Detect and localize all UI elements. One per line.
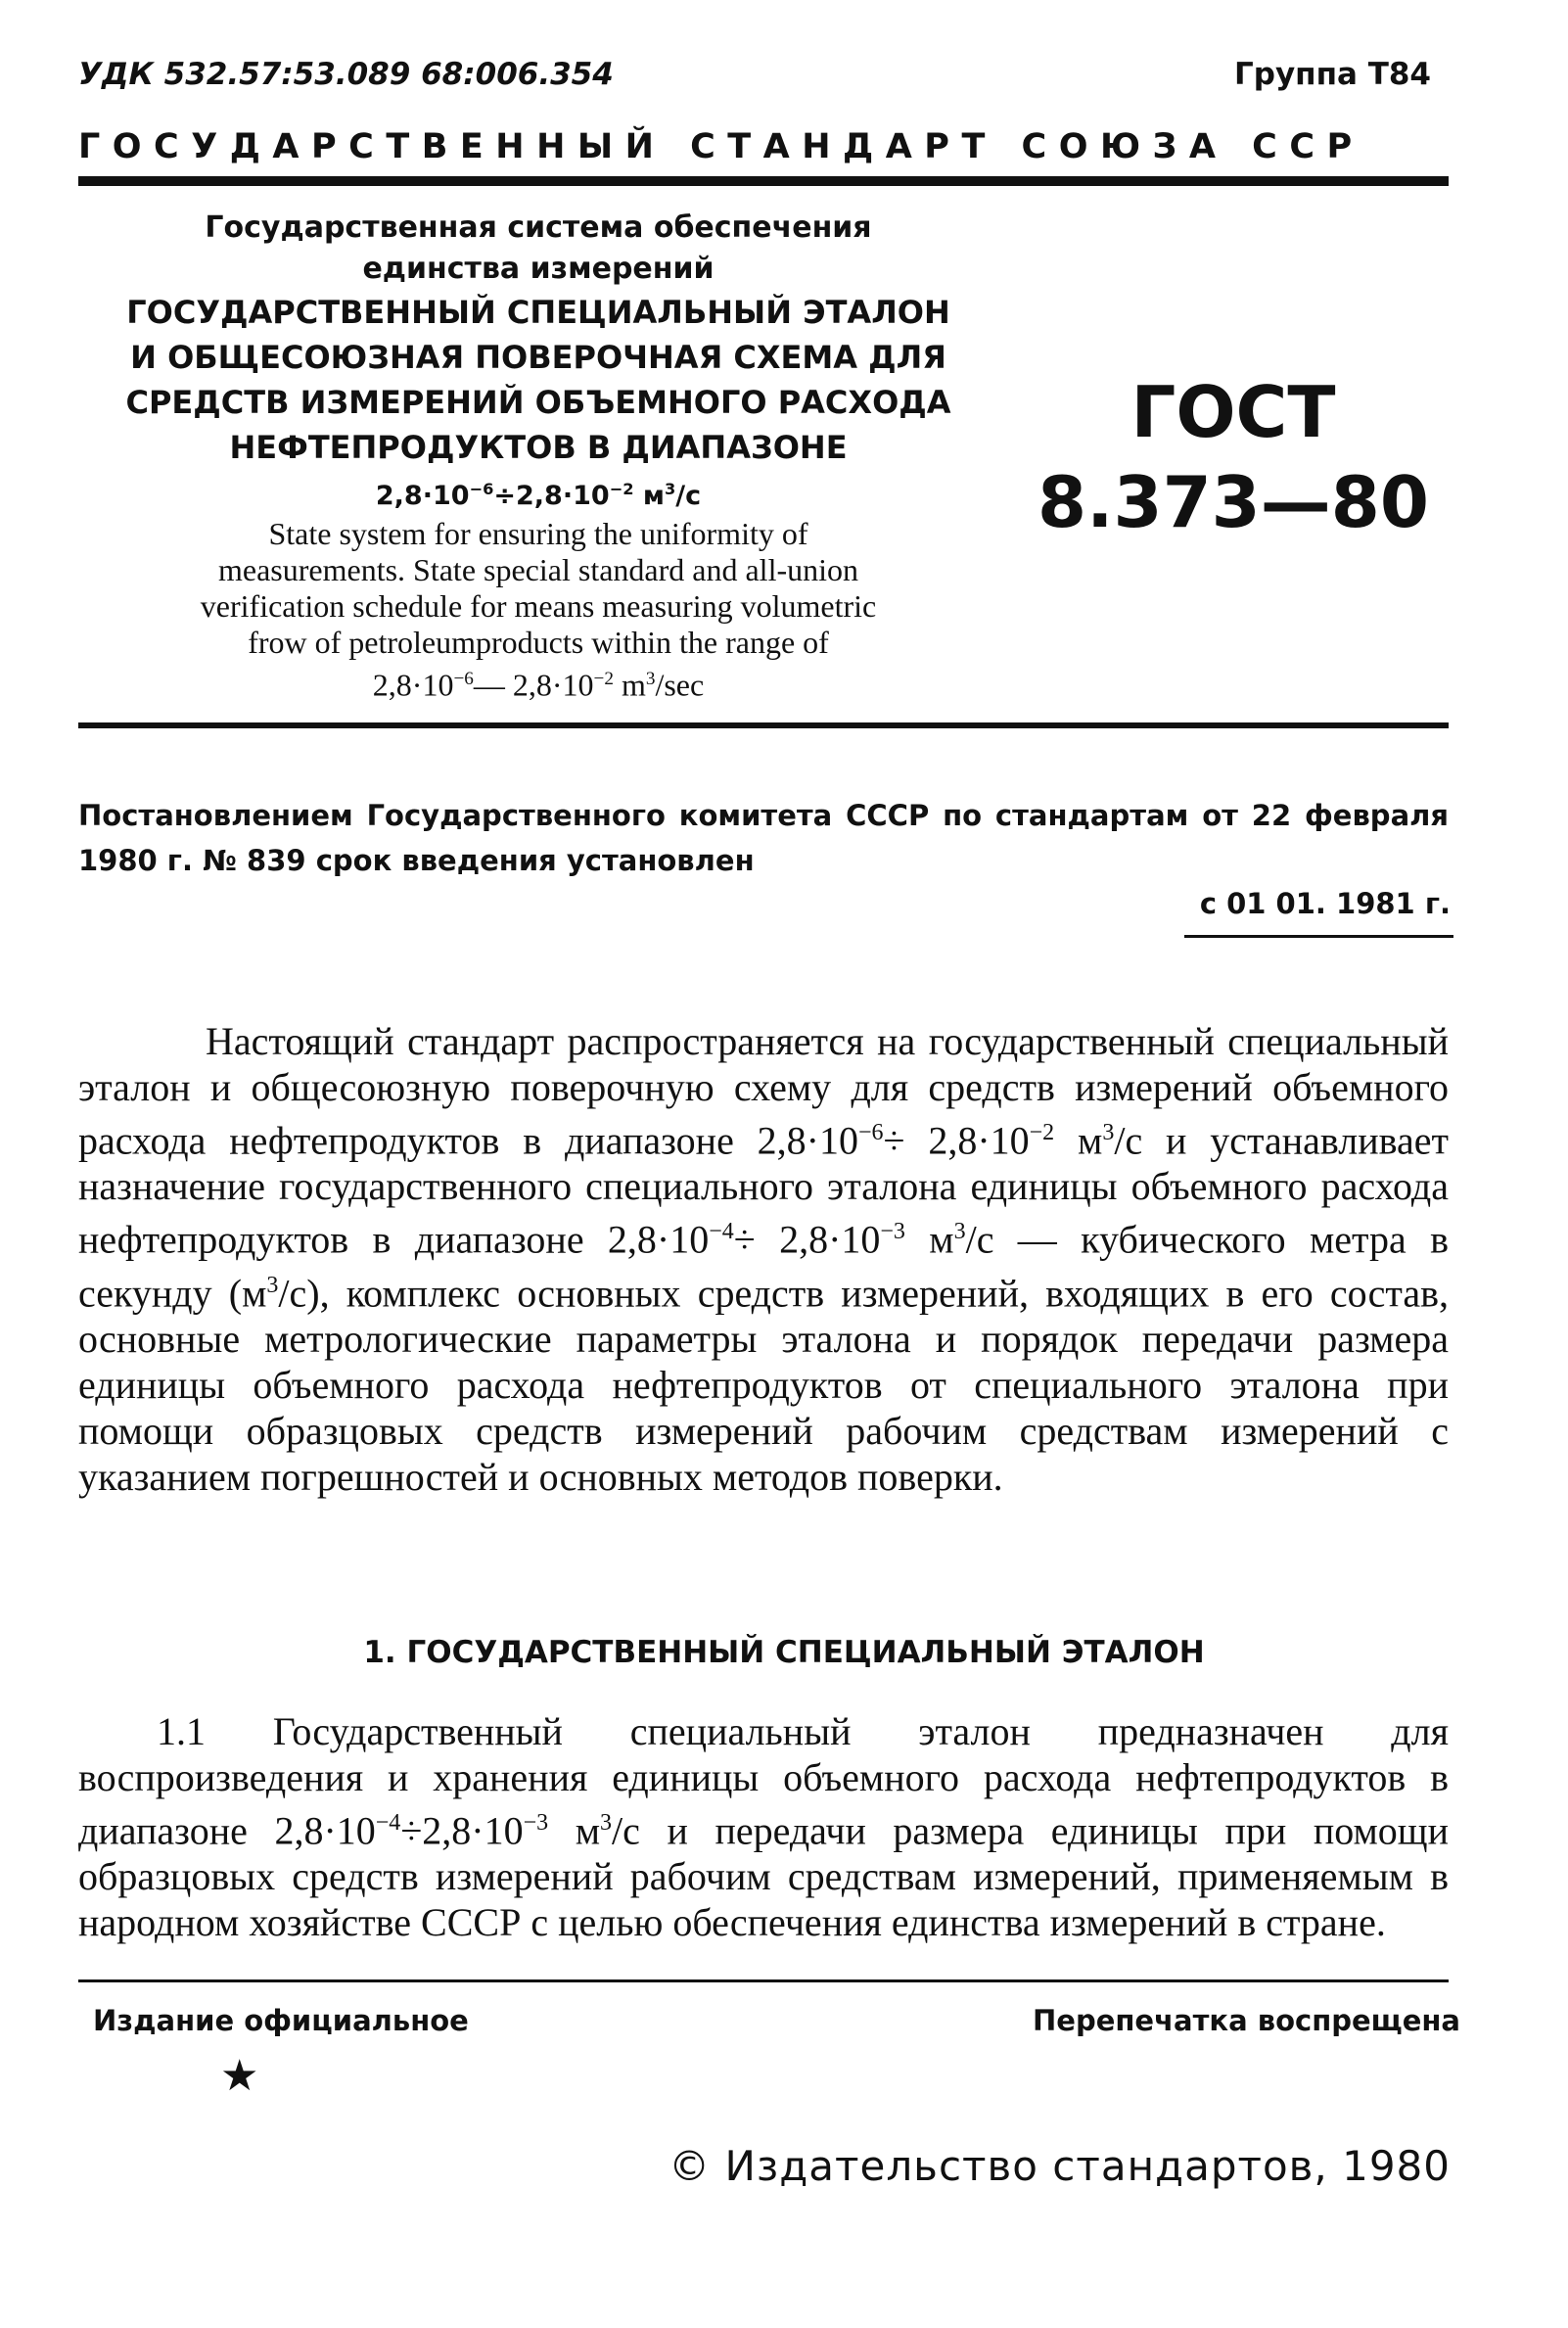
english-title-line: measurements. State special standard and all-union — [217, 552, 858, 587]
star-icon: ★ — [220, 2051, 259, 2101]
section-1-1-paragraph: 1.1 Государственный специальный эталон предназначен для воспроизведения и хранения единицы объемного расхода нефтепродуктов в диапазоне $2,8\cdot 10^{-4}\div 2,8\cdot 10^{-3}$ $м^3/с$ и передачи размера единицы при помощи образцовых средств измерений рабочим средствам измерений, применяемым в народном хозяйстве СССР с целью обеспечения единства измерений в стране. — [78, 1709, 1449, 1945]
gost-number: 8.373—80 — [1038, 461, 1429, 543]
intro-paragraph: Настоящий стандарт распространяется на государственный специальный эталон и общесоюзную поверочную схему для средств измерений объемного расхода нефтепродуктов в диапазоне $2,8\cdot 10^{-6}\div 2,8\cdot 10^{-2}$ $м^3/с$ и устанавливает назначение государственного специального эталона единицы объемного расхода нефтепродуктов в диапазоне $2,8\cdot 10^{-4}\div 2,8\cdot 10^{-3}$ $м^3/с$ — кубического метра в секунду $(м^3/с)$, комплекс основных средств измерений, входящих в его состав, основные метрологические параметры эталона и порядок передачи размера единицы объемного расхода нефтепродуктов от специального эталона при помощи образцовых средств измерений рабочим средствам измерений с указанием погрешностей и основных методов поверки. — [78, 1019, 1450, 1499]
title-bottom-rule — [78, 722, 1449, 728]
gost-label: ГОСТ — [1130, 371, 1336, 453]
standard-title-line: И ОБЩЕСОЮЗНАЯ ПОВЕРОЧНАЯ СХЕМА ДЛЯ — [130, 339, 946, 376]
title-block — [59, 208, 1018, 704]
edition-note: Издание официальное — [93, 2004, 469, 2037]
header-rule — [78, 176, 1449, 186]
reprint-note: Перепечатка воспрещена — [1033, 2004, 1460, 2037]
decree-text: Постановлением Государственного комитета СССР по стандартам от 22 февраля 1980 г. № 839 срок введения установлен — [78, 799, 1449, 877]
system-title-line: Государственная система обеспечения — [205, 210, 872, 245]
range-formula-en: $2,8\cdot 10^{-6}—$ $2,8\cdot 10^{-2}$ $m^3/\sec$ — [372, 667, 705, 703]
english-title-line: frow of petroleumproducts within the range of — [248, 625, 829, 660]
gost-designation — [1028, 367, 1439, 547]
system-title-line: единства измерений — [362, 252, 715, 286]
standard-title-line: СРЕДСТВ ИЗМЕРЕНИЙ ОБЪЕМНОГО РАСХОДА — [125, 384, 951, 421]
effective-date-rule — [1184, 935, 1453, 938]
udk-code: УДК 532.57:53.089 68:006.354 — [78, 57, 614, 92]
effective-date: с 01 01. 1981 г. — [1199, 887, 1451, 920]
group-code: Группа Т84 — [1234, 57, 1431, 92]
range-formula-ru: $2,8\cdot 10^{-6}\div 2,8\cdot 10^{-2}$ $м^3/с$ — [375, 480, 702, 511]
copyright-line: © Издательство стандартов, 1980 — [669, 2142, 1451, 2190]
standard-title-line: ГОСУДАРСТВЕННЫЙ СПЕЦИАЛЬНЫЙ ЭТАЛОН — [126, 294, 950, 331]
standard-title-line: НЕФТЕПРОДУКТОВ В ДИАПАЗОНЕ — [229, 429, 848, 466]
footer-rule — [78, 1979, 1449, 1982]
english-title-line: verification schedule for means measuring volumetric — [200, 588, 877, 624]
section-heading: 1. ГОСУДАРСТВЕННЫЙ СПЕЦИАЛЬНЫЙ ЭТАЛОН — [363, 1635, 1205, 1670]
english-title-line: State system for ensuring the uniformity of — [268, 516, 808, 551]
standard-of-banner: ГОСУДАРСТВЕННЫЙ СТАНДАРТ СОЮЗА ССР — [78, 127, 1364, 166]
